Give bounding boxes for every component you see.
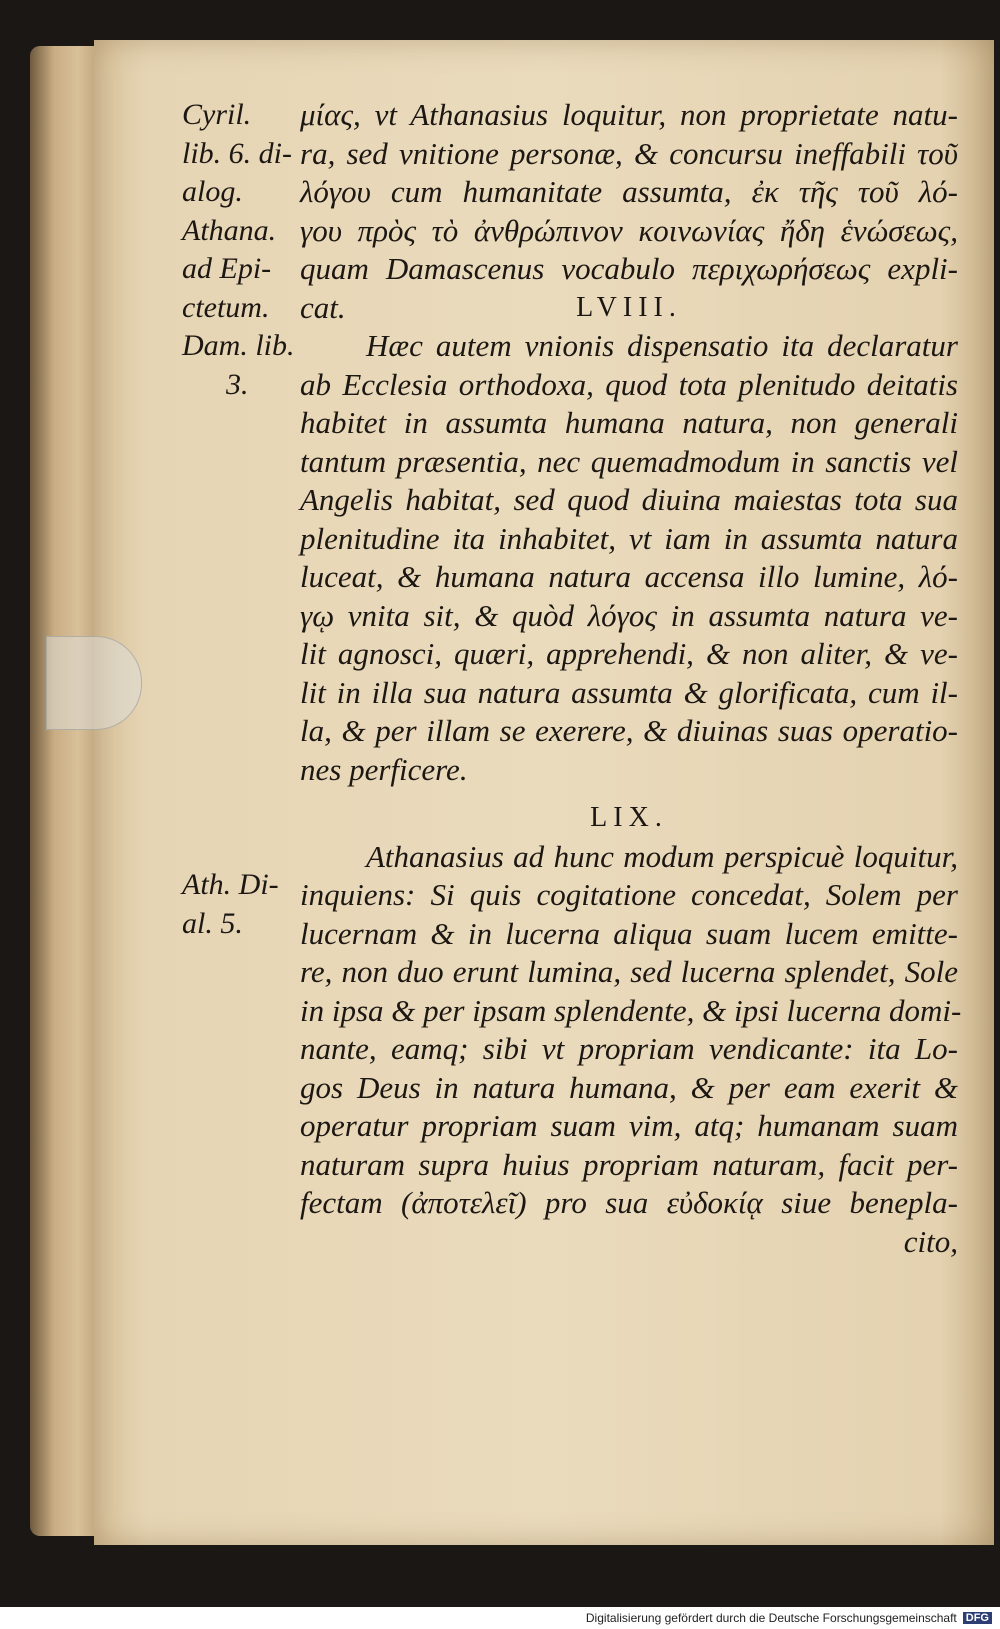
margin-note: ctetum.: [182, 290, 270, 324]
text-line: Athanasius ad hunc modum perspicuè loquitur,: [366, 838, 958, 874]
text-line: nes perficere.: [300, 751, 468, 787]
main-text: [300, 96, 962, 1261]
text-line: μίας, vt Athanasius loquitur, non proprietate natu-: [300, 97, 958, 132]
text-line: gos Deus in natura humana, & per eam exerit &: [300, 1069, 958, 1105]
text-line: γῳ vnita sit, & quòd λόγος in assumta natura ve-: [300, 597, 958, 633]
margin-note: Dam. lib.: [182, 329, 295, 362]
text-line: Hæc autem vnionis dispensatio ita declaratur: [366, 328, 958, 363]
text-line: inquiens: Si quis cogitatione concedat, Solem per: [300, 877, 958, 912]
text-line: lit agnosci, quæri, apprehendi, & non aliter, & ve-: [300, 636, 958, 671]
text-line: luceat, & humana natura accensa illo lumine, λό-: [300, 559, 958, 594]
section-number: LIX.: [590, 802, 668, 833]
margin-note: ad Epi-: [182, 252, 272, 285]
margin-note: Cyril.: [182, 98, 252, 131]
margin-note: alog.: [182, 175, 243, 208]
text-line: la, & per illam se exerere, & diuinas suas operatio-: [300, 713, 958, 748]
margin-note: lib. 6. di-: [182, 136, 292, 170]
text-line: nante, eamq; sibi vt propriam vendicante: ita Lo-: [300, 1031, 958, 1066]
text-line: ra, sed vnitione personæ, & concursu ineffabili τοῦ: [300, 135, 958, 171]
text-line: lucernam & in lucerna aliqua suam lucem emitte-: [300, 915, 958, 951]
text-line: naturam supra huius propriam naturam, facit per-: [300, 1146, 958, 1182]
text-line: λόγου cum humanitate assumta, ἐκ τῆς τοῦ λό-: [300, 174, 958, 209]
margin-note: 3.: [226, 367, 249, 401]
margin-note: Ath. Di-: [182, 868, 279, 901]
text-line: cito,: [903, 1223, 958, 1259]
margin-notes: [182, 96, 302, 943]
section-number: LVIII.: [576, 291, 682, 323]
text-line: operatur propriam suam vim, atq; humanam suam: [300, 1108, 958, 1143]
footer-bar: [0, 1607, 1000, 1629]
page-clip: [46, 636, 142, 730]
dfg-logo: DFG: [963, 1612, 992, 1624]
text-line: γου πρὸς τὸ ἀνθρώπινον κοινωνίας ἤδη ἑνώσεως,: [300, 212, 958, 248]
text-line: fectam (ἀποτελεῖ) pro sua εὐδοκίᾳ siue benepla-: [300, 1185, 958, 1220]
text-line: ab Ecclesia orthodoxa, quod tota plenitudo deitatis: [300, 366, 958, 402]
footer-credit: Digitalisierung gefördert durch die Deutsche Forschungsgemeinschaft: [585, 1611, 957, 1625]
text-line: lit in illa sua natura assumta & glorificata, cum il-: [300, 674, 958, 710]
text-line: cat.: [300, 289, 346, 325]
text-line: habitet in assumta humana natura, non generali: [300, 405, 958, 440]
text-line: re, non duo erunt lumina, sed lucerna splendet, Sole: [300, 954, 958, 989]
margin-note: Athana.: [182, 213, 277, 247]
margin-note: al. 5.: [182, 906, 243, 940]
text-line: quam Damascenus vocabulo περιχωρήσεως expli-: [300, 251, 958, 286]
text-line: plenitudine ita inhabitet, vt iam in assumta natura: [300, 520, 958, 556]
text-line: Angelis habitat, sed quod diuina maiestas tota sua: [300, 482, 958, 517]
text-line: in ipsa & per ipsam splendente, & ipsi lucerna domi-: [300, 992, 962, 1028]
text-line: tantum præsentia, nec quemadmodum in sanctis vel: [300, 443, 958, 479]
